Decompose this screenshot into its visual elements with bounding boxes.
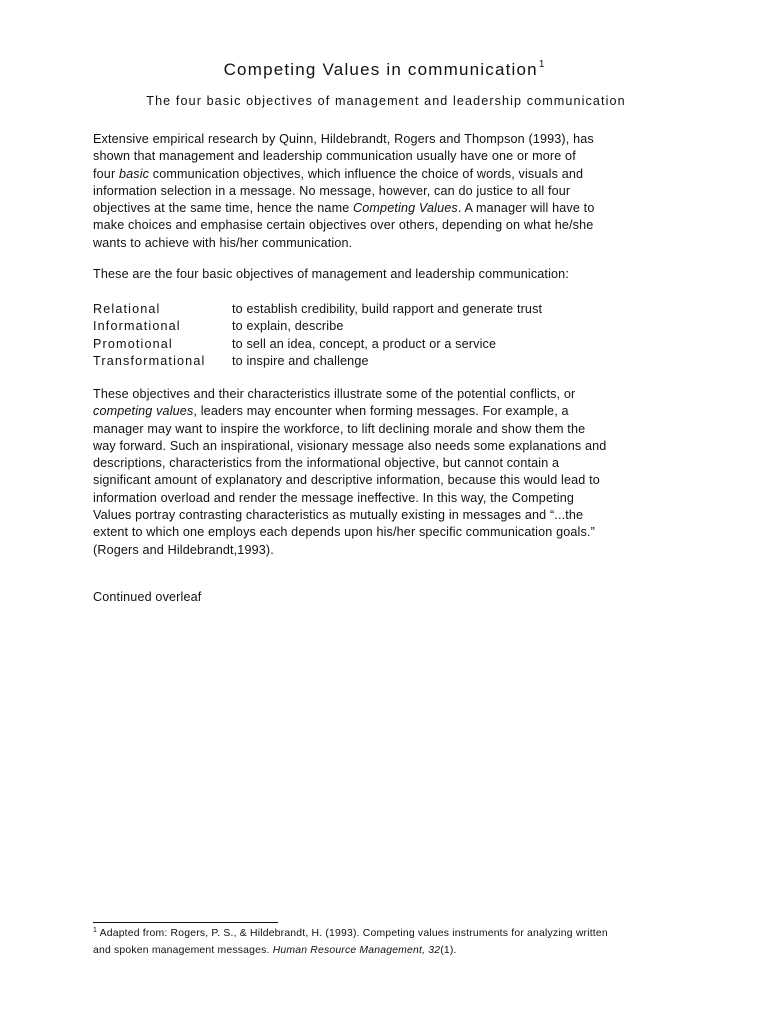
- intro-paragraph: [93, 131, 683, 252]
- text-run: four: [93, 166, 119, 181]
- text-line: [93, 166, 683, 183]
- objective-description: to inspire and challenge: [232, 353, 369, 368]
- text-line: descriptions, characteristics from the informational objective, but cannot contain a: [93, 456, 560, 471]
- text-run: and spoken management messages.: [93, 945, 273, 956]
- text-line: wants to achieve with his/her communication.: [93, 235, 353, 250]
- emphasis-text: basic: [118, 166, 150, 181]
- objective-description: to establish credibility, build rapport and generate trust: [232, 302, 543, 316]
- text-line: Extensive empirical research by Quinn, Hildebrandt, Rogers and Thompson (1993), has: [93, 132, 594, 146]
- text-line: information selection in a message. No message, however, can do justice to all four: [93, 183, 571, 198]
- text-line: These objectives and their characteristics illustrate some of the potential conflicts, or: [93, 387, 576, 401]
- text-run: objectives at the same time, hence the name: [93, 201, 354, 216]
- objectives-list: [93, 301, 542, 370]
- page-subtitle: The four basic objectives of management and leadership communication: [146, 94, 626, 108]
- text-line: Continued overleaf: [93, 590, 202, 604]
- footnote-mark: 1: [93, 927, 98, 934]
- text-run: communication objectives, which influence the choice of words, visuals and: [149, 166, 584, 181]
- footnote: [93, 926, 693, 959]
- conflicts-paragraph: [93, 386, 683, 559]
- objective-name: Informational: [93, 319, 181, 334]
- text-run: , leaders may encounter when forming messages. For example, a: [193, 404, 569, 419]
- text-line: make choices and emphasise certain objectives over others, depending on what he/she: [93, 218, 594, 233]
- text-line: These are the four basic objectives of management and leadership communication:: [93, 267, 569, 281]
- title-text: Competing Values in communication: [223, 60, 538, 79]
- objective-description: to explain, describe: [232, 319, 344, 334]
- emphasis-text: Human Resource Management, 32: [272, 945, 441, 956]
- text-line: [93, 200, 683, 217]
- text-line: shown that management and leadership communication usually have one or more of: [93, 149, 576, 164]
- objective-name: Relational: [93, 302, 161, 316]
- footnote-divider: [93, 922, 278, 923]
- text-run: Adapted from: Rogers, P. S., & Hildebrandt, H. (1993). Competing values instruments for analyzing written: [97, 928, 608, 939]
- list-item: [93, 301, 542, 318]
- text-line: way forward. Such an inspirational, visionary message also needs some explanations and: [93, 438, 607, 453]
- objective-description: to sell an idea, concept, a product or a service: [232, 336, 497, 351]
- title-footnote-mark: 1: [538, 59, 545, 70]
- text-line: (Rogers and Hildebrandt,1993).: [93, 542, 274, 557]
- continued-note: [93, 589, 683, 606]
- text-line: manager may want to inspire the workforce, to lift declining morale and show them the: [93, 421, 586, 436]
- list-item: [93, 353, 542, 370]
- objective-name: Transformational: [93, 353, 206, 368]
- text-line: significant amount of explanatory and descriptive information, because this would lead to: [93, 473, 600, 488]
- text-line: extent to which one employs each depends upon his/her specific communication goals.”: [93, 525, 595, 540]
- text-run: (1).: [440, 945, 457, 956]
- text-line: information overload and render the message ineffective. In this way, the Competing: [93, 490, 575, 505]
- objective-name: Promotional: [93, 336, 173, 351]
- list-item: [93, 336, 542, 353]
- objectives-intro-paragraph: [93, 266, 683, 283]
- text-line: [93, 926, 693, 943]
- page-title: [0, 58, 768, 85]
- text-line: [93, 943, 693, 959]
- text-run: . A manager will have to: [457, 201, 595, 216]
- list-item: [93, 318, 542, 335]
- emphasis-text: Competing Values: [353, 201, 458, 216]
- text-line: [93, 403, 683, 420]
- text-line: Values portray contrasting characteristics as mutually existing in messages and “...the: [93, 508, 584, 523]
- emphasis-text: competing values: [93, 404, 194, 419]
